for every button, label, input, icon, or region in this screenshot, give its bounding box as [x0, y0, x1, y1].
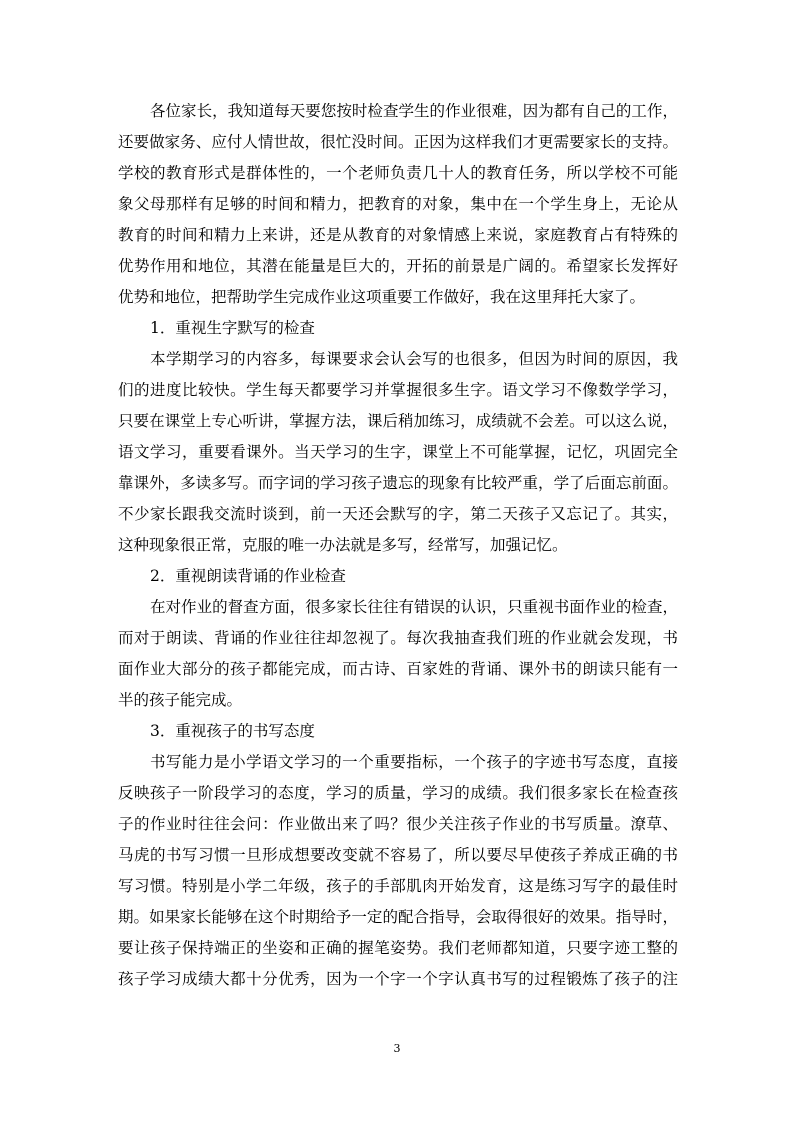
- paragraph-line: 书写能力是小学语文学习的一个重要指标，一个孩子的字迹书写态度，直接: [150, 753, 678, 771]
- paragraph-line: 还要做家务、应付人情世故，很忙没时间。正因为这样我们才更需要家长的支持。: [118, 133, 678, 151]
- paragraph-line: 各位家长，我知道每天要您按时检查学生的作业很难，因为都有自己的工作，: [150, 102, 678, 120]
- paragraph-line: 马虎的书写习惯一旦形成想要改变就不容易了，所以要尽早使孩子养成正确的书: [118, 846, 678, 864]
- paragraph-line: 子的作业时往往会问：作业做出来了吗？很少关注孩子作业的书写质量。潦草、: [118, 815, 678, 833]
- paragraph-line: 不少家长跟我交流时谈到，前一天还会默写的字，第二天孩子又忘记了。其实，: [118, 505, 678, 523]
- section-heading-dictation: 1．重视生字默写的检查: [150, 319, 315, 337]
- paragraph-line: 优势作用和地位，其潜在能量是巨大的，开拓的前景是广阔的。希望家长发挥好: [118, 257, 678, 275]
- section-paragraph-dictation: [118, 344, 678, 561]
- paragraph-line: 期。如果家长能够在这个时期给予一定的配合指导，会取得很好的效果。指导时，: [118, 908, 678, 926]
- section-heading-writing: 3．重视孩子的书写态度: [150, 722, 315, 740]
- paragraph-line: 在对作业的督查方面，很多家长往往有错误的认识，只重视书面作业的检查，: [150, 598, 678, 616]
- section-paragraph-writing: [118, 747, 678, 995]
- section-paragraph-reading: [118, 592, 678, 716]
- paragraph-line: 教育的时间和精力上来讲，还是从教育的对象情感上来说，家庭教育占有特殊的: [118, 226, 678, 244]
- intro-paragraph: [118, 96, 678, 313]
- paragraph-line: 反映孩子一阶段学习的态度，学习的质量，学习的成绩。我们很多家长在检查孩: [118, 784, 678, 802]
- paragraph-line: 要让孩子保持端正的坐姿和正确的握笔姿势。我们老师都知道，只要字迹工整的: [118, 939, 678, 957]
- paragraph-line: 们的进度比较快。学生每天都要学习并掌握很多生字。语文学习不像数学学习，: [118, 381, 678, 399]
- document-body: [118, 96, 678, 995]
- section-heading-reading: 2．重视朗读背诵的作业检查: [150, 567, 346, 585]
- paragraph-line: 而对于朗读、背诵的作业往往却忽视了。每次我抽查我们班的作业就会发现，书: [118, 629, 678, 647]
- paragraph-line: 只要在课堂上专心听讲，掌握方法，课后稍加练习，成绩就不会差。可以这么说，: [118, 412, 678, 430]
- paragraph-line: 象父母那样有足够的时间和精力，把教育的对象，集中在一个学生身上，无论从: [118, 195, 678, 213]
- paragraph-line: 写习惯。特别是小学二年级，孩子的手部肌肉开始发育，这是练习写字的最佳时: [118, 877, 678, 895]
- paragraph-line: 优势和地位，把帮助学生完成作业这项重要工作做好，我在这里拜托大家了。: [118, 288, 646, 306]
- paragraph-line: 半的孩子能完成。: [118, 691, 243, 709]
- paragraph-line: 孩子学习成绩大都十分优秀，因为一个字一个字认真书写的过程锻炼了孩子的注: [118, 970, 678, 988]
- paragraph-line: 语文学习，重要看课外。当天学习的生字，课堂上不可能掌握，记忆，巩固完全: [118, 443, 678, 461]
- paragraph-line: 面作业大部分的孩子都能完成，而古诗、百家姓的背诵、课外书的朗读只能有一: [118, 660, 678, 678]
- paragraph-line: 本学期学习的内容多，每课要求会认会写的也很多，但因为时间的原因，我: [150, 350, 678, 368]
- paragraph-line: 这种现象很正常，克服的唯一办法就是多写，经常写，加强记忆。: [118, 536, 568, 554]
- page-number: 3: [393, 1042, 401, 1055]
- paragraph-line: 学校的教育形式是群体性的，一个老师负责几十人的教育任务，所以学校不可能: [118, 164, 678, 182]
- paragraph-line: 靠课外，多读多写。而字词的学习孩子遗忘的现象有比较严重，学了后面忘前面。: [118, 474, 678, 492]
